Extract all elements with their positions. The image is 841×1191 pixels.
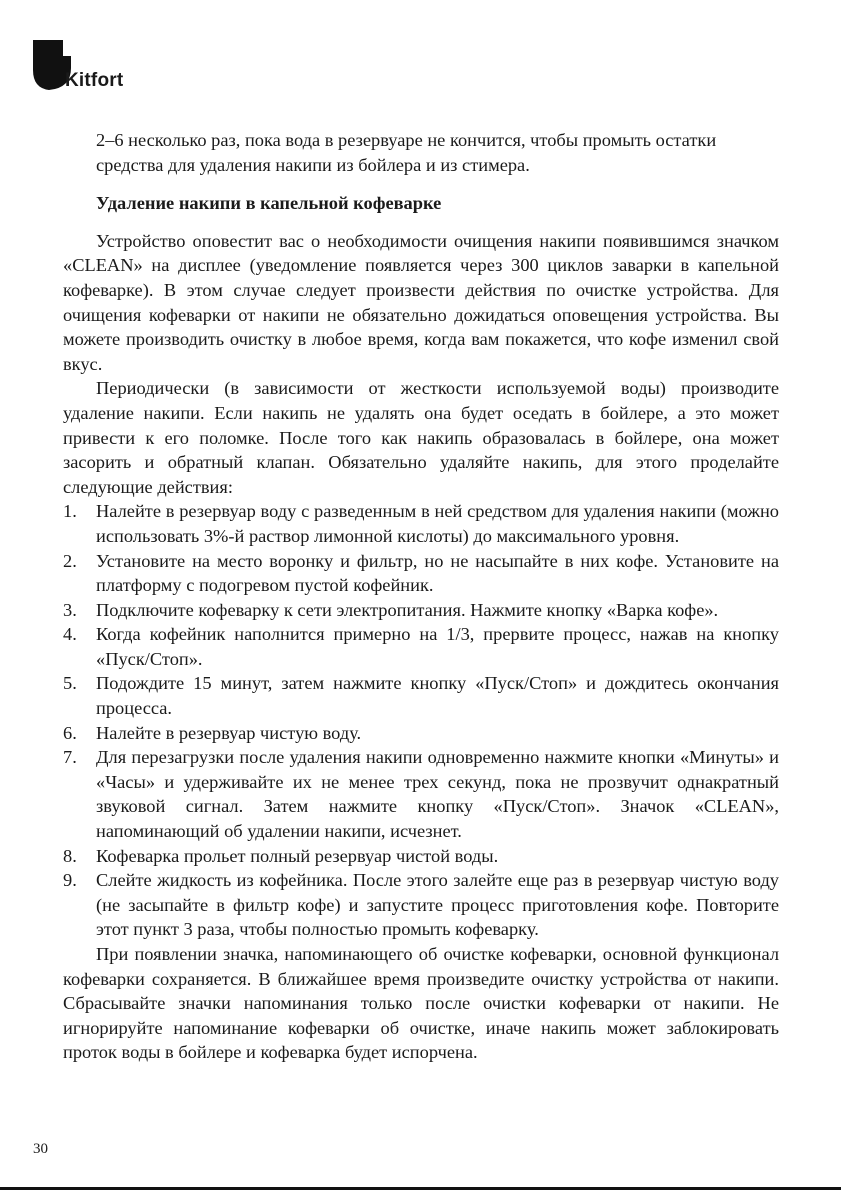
step-number: 8. <box>63 845 77 866</box>
list-item <box>63 598 779 623</box>
step-number: 3. <box>63 599 77 620</box>
paragraph: Периодически (в зависимости от жесткости используемой воды) производите удаление накипи. Если накипь не удалять она будет оседать в бойлере, а это может привести к его поломке. После того как накипь образовалась в бойлере, она может засорить и обратный клапан. Обязательно удаляйте накипь, для этого проделайте следующие действия: <box>63 378 779 497</box>
step-text: Налейте в резервуар чистую воду. <box>96 722 362 743</box>
page-number: 30 <box>33 1141 48 1157</box>
list-item <box>63 671 779 720</box>
step-text: Подождите 15 минут, затем нажмите кнопку «Пуск/Стоп» и дождитесь окончания процесса. <box>96 673 779 719</box>
closing-paragraph: При появлении значка, напоминающего об очистке кофеварки, основной функционал кофеварки сохраняется. В ближайшее время произведите очистку устройства от накипи. Сбрасывайте значки напоминания только после очистки кофеварки от накипи. Не игнорируйте напоминание кофеварки об очистке, иначе накипь может заблокировать проток воды в бойлере и кофеварка будет испорчена. <box>63 944 779 1063</box>
steps-list <box>63 499 779 942</box>
step-number: 9. <box>63 870 77 891</box>
list-item <box>63 622 779 671</box>
paragraph: Устройство оповестит вас о необходимости очищения накипи появившимся значком «CLEAN» на дисплее (уведомление появляется через 300 циклов заварки в капельной кофеварке). В этом случае следует произвести действия по очистке устройства. Для очищения кофеварки от накипи не обязательно дожидаться оповещения устройства. Вы можете производить очистку в любое время, когда вам покажется, что кофе изменил свой вкус. <box>63 230 779 374</box>
step-text: Слейте жидкость из кофейника. После этого залейте еще раз в резервуар чистую воду (не засыпайте в фильтр кофе) и запустите процесс приготовления кофе. Повторите этот пункт 3 раза, чтобы полностью промыть кофеварку. <box>96 870 779 940</box>
step-text: Налейте в резервуар воду с разведенным в ней средством для удаления накипи (можно использовать 3%-й раствор лимонной кислоты) до максимального уровня. <box>96 501 779 546</box>
brand-logo <box>33 40 123 90</box>
section-heading: Удаление накипи в капельной кофеварке <box>96 193 442 214</box>
step-number: 5. <box>63 673 77 694</box>
step-text: Когда кофейник наполнится примерно на 1/3, прервите процесс, нажав на кнопку «Пуск/Стоп». <box>96 624 779 669</box>
bottom-divider <box>0 1187 841 1190</box>
step-number: 1. <box>63 501 77 522</box>
continuation-text: 2–6 несколько раз, пока вода в резервуаре не кончится, чтобы промыть остатки средства для удаления накипи из бойлера и из стимера. <box>96 130 717 175</box>
list-item <box>63 549 779 598</box>
list-item <box>63 721 779 746</box>
step-number: 4. <box>63 624 77 645</box>
step-number: 7. <box>63 747 77 768</box>
page-content <box>63 128 779 1065</box>
step-number: 6. <box>63 722 77 743</box>
brand-name: Kitfort <box>65 70 124 91</box>
step-text: Кофеварка прольет полный резервуар чистой воды. <box>96 845 499 866</box>
list-item <box>63 868 779 942</box>
step-text: Для перезагрузки после удаления накипи одновременно нажмите кнопки «Минуты» и «Часы» и удерживайте их не менее трех секунд, пока не прозвучит однакратный звуковой сигнал. Затем нажмите кнопку «Пуск/Стоп». Значок «CLEAN», напоминающий об удалении накипи, исчезнет. <box>96 747 779 842</box>
list-item <box>63 499 779 548</box>
step-text: Подключите кофеварку к сети электропитания. Нажмите кнопку «Варка кофе». <box>96 599 719 620</box>
list-item <box>63 844 779 869</box>
step-number: 2. <box>63 550 77 571</box>
step-text: Установите на место воронку и фильтр, но не насыпайте в них кофе. Установите на платформу с подогревом пустой кофейник. <box>96 550 779 596</box>
list-item <box>63 745 779 843</box>
